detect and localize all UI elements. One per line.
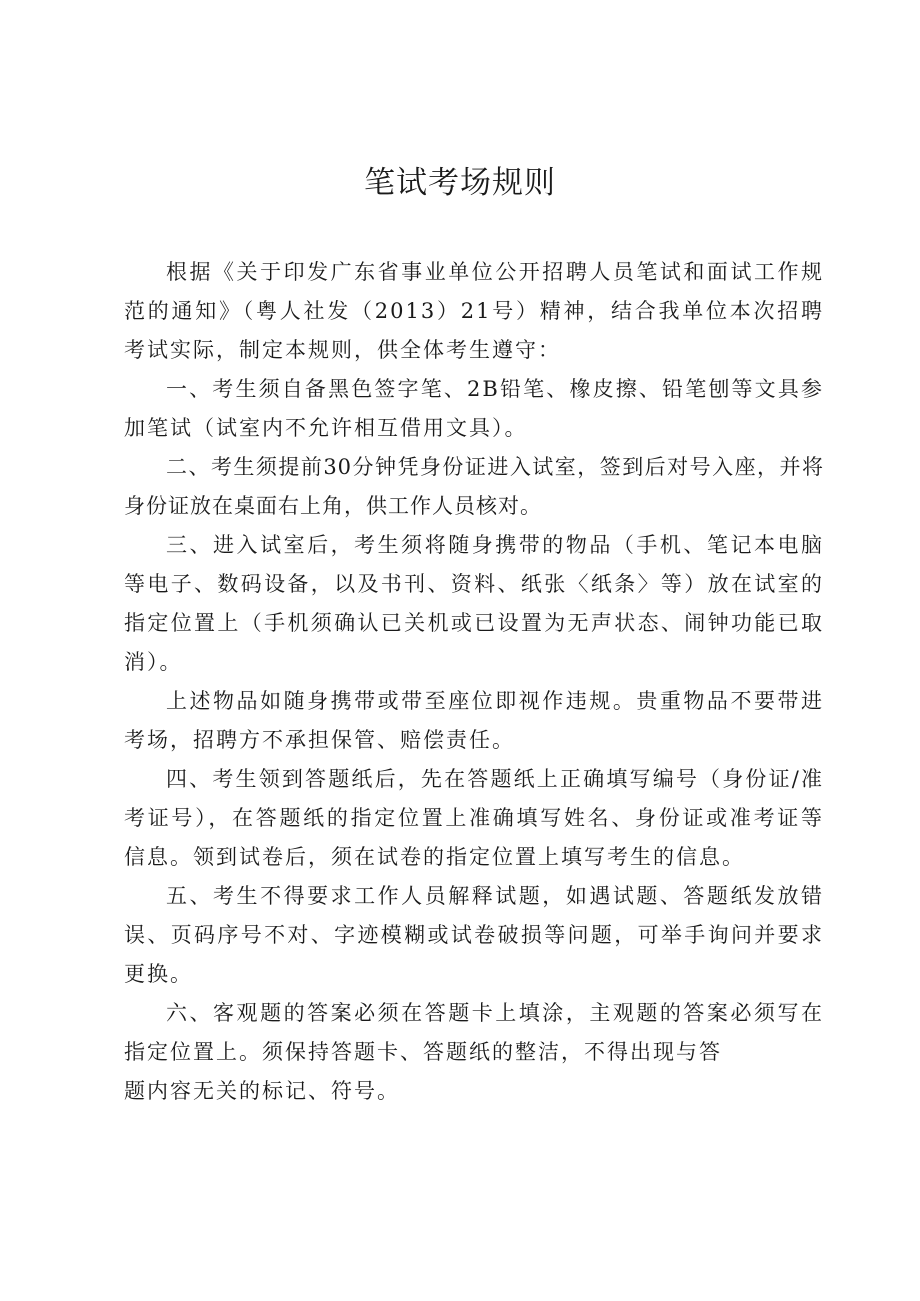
paragraph-rule-5: 五、考生不得要求工作人员解释试题，如遇试题、答题纸发放错误、页码序号不对、字迹模糊或试卷破损等问题，可举手询问并要求更换。 [124,884,824,986]
paragraph-intro: 根据《关于印发广东省事业单位公开招聘人员笔试和面试工作规范的通知》（粤人社发（2013）21号）精神，结合我单位本次招聘考试实际，制定本规则，供全体考生遵守： [124,260,824,362]
paragraph-rule-3: 三、进入试室后，考生须将随身携带的物品（手机、笔记本电脑等电子、数码设备，以及书刊、资料、纸张〈纸条〉等）放在试室的指定位置上（手机须确认已关机或已设置为无声状态、闹钟功能已取消）。 [124,533,824,674]
paragraph-rule-6-continued: 题内容无关的标记、符号。 [124,1079,400,1103]
paragraph-rule-1: 一、考生须自备黑色签字笔、2B铅笔、橡皮擦、铅笔刨等文具参加笔试（试室内不允许相互借用文具）。 [124,377,824,440]
paragraph-rule-4: 四、考生领到答题纸后，先在答题纸上正确填写编号（身份证/准考证号），在答题纸的指定位置上准确填写姓名、身份证或准考证等信息。领到试卷后，须在试卷的指定位置上填写考生的信息。 [124,767,824,869]
paragraph-rule-6: 六、客观题的答案必须在答题卡上填涂，主观题的答案必须写在指定位置上。须保持答题卡、答题纸的整洁，不得出现与答 [124,1001,824,1064]
paragraph-rule-3-note: 上述物品如随身携带或带至座位即视作违规。贵重物品不要带进考场，招聘方不承担保管、赔偿责任。 [124,689,824,752]
document-body [124,253,824,1111]
paragraph-rule-2: 二、考生须提前30分钟凭身份证进入试室，签到后对号入座，并将身份证放在桌面右上角，供工作人员核对。 [124,455,824,518]
document-title: 笔试考场规则 [364,165,556,201]
